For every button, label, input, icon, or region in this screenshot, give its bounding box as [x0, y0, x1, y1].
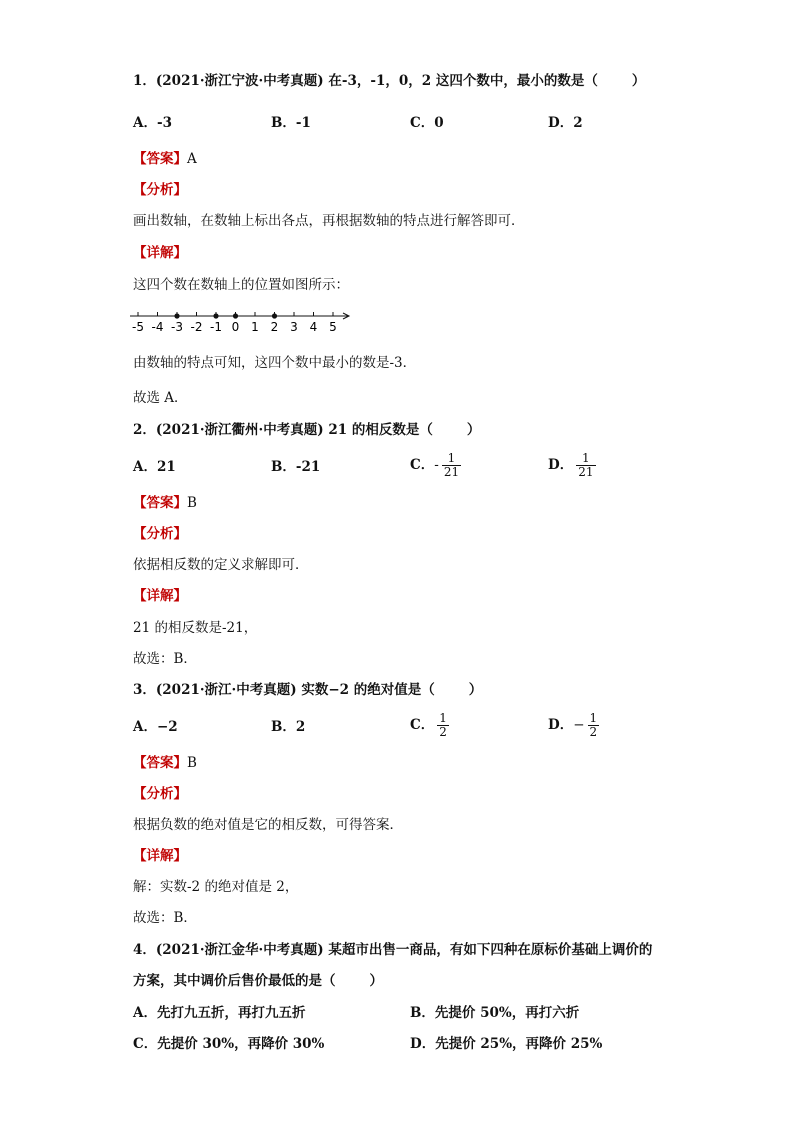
q4-option-a: A．先打九五折，再打九五折	[133, 1005, 306, 1021]
number-line-point	[272, 313, 277, 318]
q3-detail-tag: 【详解】	[133, 848, 187, 864]
q1-option-c: C．0	[410, 115, 444, 131]
q2-detail-line-1: 21 的相反数是-21，	[133, 620, 258, 636]
q3-option-d: D．− $\frac{1}{2}$	[548, 711, 598, 739]
q3-analysis-tag: 【分析】	[133, 786, 187, 802]
q3-option-b: B．2	[271, 719, 306, 735]
number-line-tick-label: -4	[151, 320, 164, 334]
q3-option-a: A．−2	[133, 719, 178, 735]
number-line-point	[174, 313, 179, 318]
number-line-tick-label: 2	[270, 320, 279, 334]
q3-stem: 3．(2021·浙江·中考真题) 实数−2 的绝对值是（ ）	[133, 682, 483, 698]
number-line-tick-label: -5	[132, 320, 144, 334]
number-line-point	[213, 313, 218, 318]
q2-option-d: D． $\frac{1}{21}$	[548, 451, 594, 479]
number-line-tick-label: -2	[190, 320, 203, 334]
q1-detail-line-2: 由数轴的特点可知，这四个数中最小的数是-3．	[133, 355, 417, 371]
q1-analysis: 画出数轴，在数轴上标出各点，再根据数轴的特点进行解答即可．	[133, 213, 525, 229]
number-line	[128, 306, 348, 340]
q2-stem: 2．(2021·浙江衢州·中考真题) 21 的相反数是（ ）	[133, 422, 481, 438]
q4-option-b: B．先提价 50%，再打六折	[410, 1005, 580, 1021]
q2-answer: 【答案】B	[133, 495, 197, 511]
q1-stem: 1．(2021·浙江宁波·中考真题) 在-3，-1，0，2 这四个数中，最小的数是（ ）	[133, 73, 646, 89]
number-line-tick-label: 1	[251, 320, 259, 334]
q1-analysis-tag: 【分析】	[133, 182, 187, 198]
q3-analysis: 根据负数的绝对值是它的相反数，可得答案．	[133, 817, 403, 833]
number-line-point	[233, 313, 238, 318]
q3-detail-line-1: 解：实数-2 的绝对值是 2，	[133, 879, 299, 895]
q1-detail-line-1: 这四个数在数轴上的位置如图所示：	[133, 277, 349, 293]
fraction: $\frac{1}{2}$	[439, 711, 447, 739]
q2-option-b: B．-21	[271, 459, 321, 475]
q1-detail-line-3: 故选 A．	[133, 390, 188, 406]
q1-option-a: A．-3	[133, 115, 172, 131]
q3-option-c: C． $\frac{1}{2}$	[410, 711, 447, 739]
q4-stem-line-2: 方案，其中调价后售价最低的是（ ）	[133, 973, 383, 989]
number-line-tick-label: -3	[171, 320, 183, 334]
q2-analysis: 依据相反数的定义求解即可．	[133, 557, 309, 573]
q2-detail-line-2: 故选：B．	[133, 651, 197, 667]
q1-answer: 【答案】A	[133, 151, 197, 167]
q2-detail-tag: 【详解】	[133, 588, 187, 604]
number-line-tick-label: 3	[290, 320, 298, 334]
fraction: $\frac{1}{2}$	[589, 711, 598, 739]
number-line-tick-label: -1	[210, 320, 222, 334]
q4-stem-line-1: 4．(2021·浙江金华·中考真题) 某超市出售一商品，有如下四种在原标价基础上调价的	[133, 942, 653, 958]
q4-option-d: D．先提价 25%，再降价 25%	[410, 1036, 603, 1052]
q2-option-a: A．21	[133, 459, 176, 475]
q1-option-d: D．2	[548, 115, 583, 131]
fraction: $\frac{1}{21}$	[443, 451, 460, 479]
number-line-tick-label: 0	[231, 320, 240, 334]
q1-option-b: B．-1	[271, 115, 311, 131]
number-line-tick-label: 5	[329, 320, 337, 334]
q3-detail-line-2: 故选：B．	[133, 910, 197, 926]
q3-answer: 【答案】B	[133, 755, 197, 771]
q1-detail-tag: 【详解】	[133, 245, 187, 261]
number-line-tick-label: 4	[309, 320, 318, 334]
q2-analysis-tag: 【分析】	[133, 526, 187, 542]
fraction: $\frac{1}{21}$	[578, 451, 594, 479]
q4-option-c: C．先提价 30%，再降价 30%	[133, 1036, 325, 1052]
q2-option-c: C．- $\frac{1}{21}$	[410, 451, 460, 479]
